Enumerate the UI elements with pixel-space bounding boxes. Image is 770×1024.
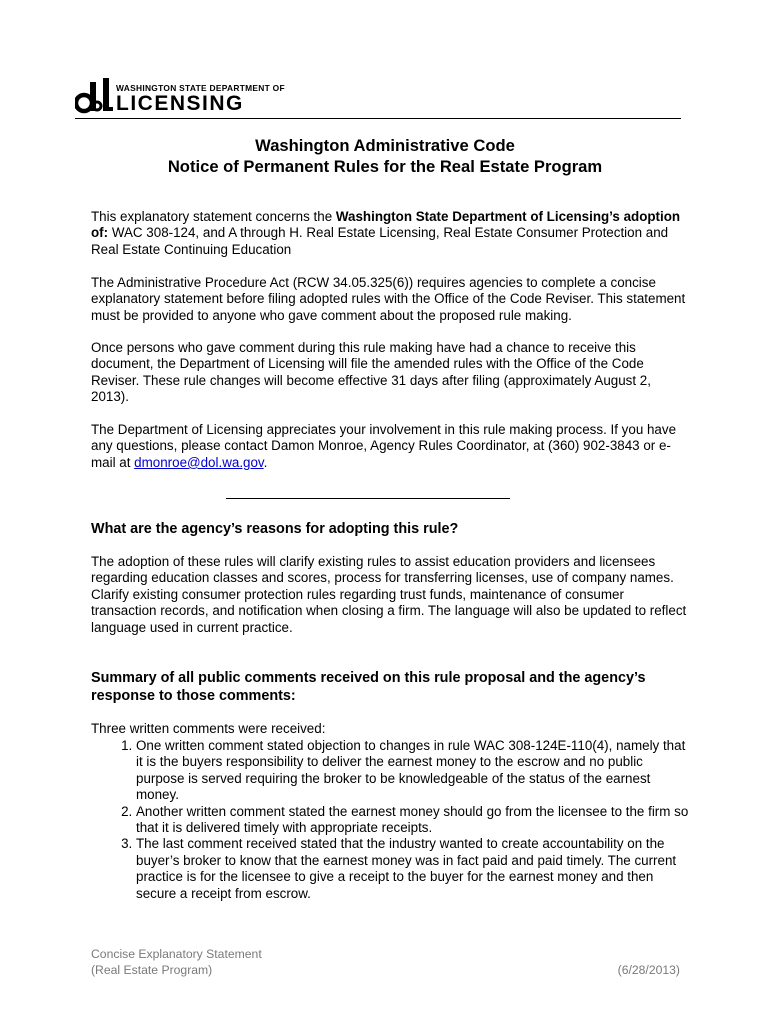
comments-intro: Three written comments were received: [91,721,326,736]
contact-paragraph [91,422,691,471]
list-item: 3. The last comment received stated that the industry wanted to create accountability on the buyer’s broker to know that the earnest money was in fact paid and paid timely. The current practice is for the licensee to give a receipt to the buyer for the earnest money and then secure a receipt from escrow. [136,836,691,902]
document-title: Washington Administrative Code [255,136,515,155]
section-separator [226,498,510,499]
apa-paragraph: The Administrative Procedure Act (RCW 34.05.325(6)) requires agencies to complete a concise explanatory statement before filing adopted rules with the Office of the Code Reviser. This statement must be provided to anyone who gave comment about the proposed rule making. [91,275,686,323]
email-link[interactable]: dmonroe@dol.wa.gov [134,454,264,470]
document-subtitle: Notice of Permanent Rules for the Real Estate Program [167,157,603,176]
logo-title: LICENSING [116,92,244,115]
contact-end: . [263,454,268,470]
list-item: 2. Another written comment stated the earnest money should go from the licensee to the firm so that it is delivered timely with appropriate receipts. [136,804,691,837]
dol-logo-icon [75,78,113,114]
intro-rest-text: WAC 308-124, and A through H. Real Estate Licensing, Real Estate Consumer Protection and Real Estate Continuing Education [91,225,669,257]
intro-text: This explanatory statement concerns the [91,209,336,224]
reasons-paragraph: The adoption of these rules will clarify existing rules to assist education providers and licensees regarding education classes and scores, process for transferring licenses, use of company names. Clarify existing consumer protection rules regarding trust funds, maintenance of consumer transaction records, and notification when closing a firm. The language will also be updated to reflect language used in current practice. [91,554,687,635]
header-rule [75,118,681,119]
footer-line2: (Real Estate Program) [91,962,213,977]
contact-text: The Department of Licensing appreciates your involvement in this rule making process. If you have any questions, please contact Damon Monroe, Agency Rules Coordinator, at (360) 902-3843 or e-mail at [91,422,677,470]
comments-list [91,738,691,902]
reasons-heading: What are the agency’s reasons for adopting this rule? [91,521,459,537]
intro-bold-text: Washington State Department of Licensing’s adoption of: [91,209,681,241]
footer [91,947,262,978]
footer-date: (6/28/2013) [617,963,680,977]
logo-subtitle: WASHINGTON STATE DEPARTMENT OF [116,83,285,93]
list-item: 1. One written comment stated objection to changes in rule WAC 308-124E-110(4), namely that it is the buyers responsibility to deliver the earnest money to the escrow and no public purpose is served requiring the broker to be knowledgeable of the status of the earnest money. [136,738,691,804]
filing-paragraph: Once persons who gave comment during this rule making have had a chance to receive this document, the Department of Licensing will file the amended rules with the Office of the Code Reviser. These rule changes will become effective 31 days after filing (approximately August 2, 2013). [91,340,651,405]
comments-heading: Summary of all public comments received on this rule proposal and the agency’s response to those comments: [91,670,646,704]
intro-paragraph [91,209,691,258]
footer-line1: Concise Explanatory Statement [91,947,262,961]
